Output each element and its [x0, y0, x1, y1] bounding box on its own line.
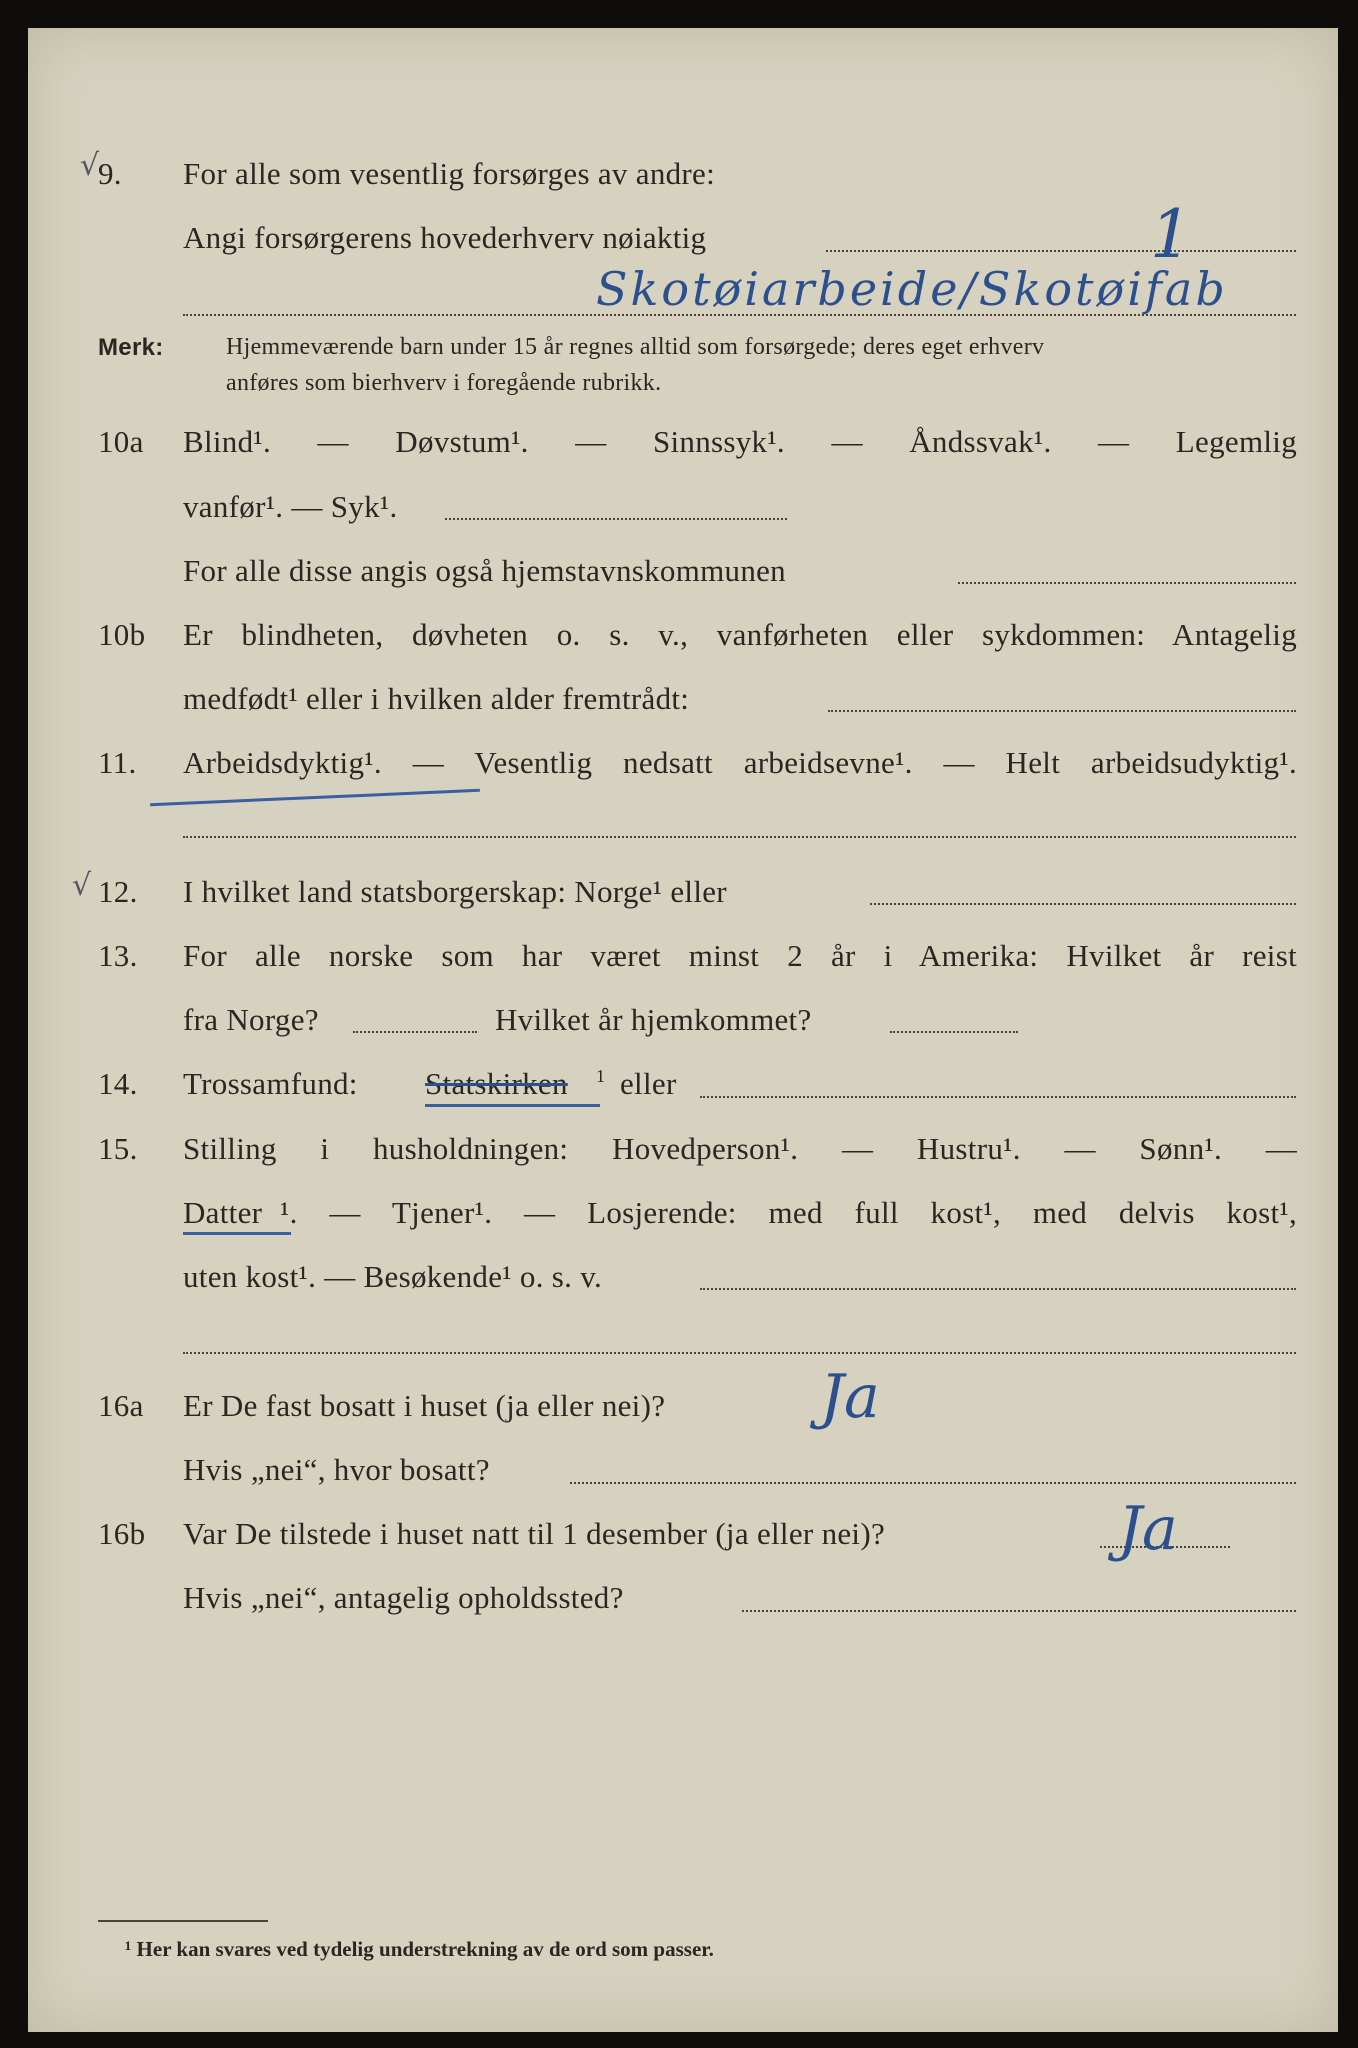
answer-line [445, 518, 787, 520]
question-text: Arbeidsdyktig¹. — Vesentlig nedsatt arbeidsevne¹. — Helt arbeidsudyktig¹. [183, 745, 1297, 780]
question-text: Var De tilstede i huset natt til 1 desember (ja eller nei)? [183, 1516, 886, 1551]
question-number: 10a [98, 424, 144, 459]
question-text: Hvilket år hjemkommet? [495, 1002, 812, 1037]
answer-line [828, 710, 1296, 712]
question-text: Blind¹. — Døvstum¹. — Sinnssyk¹. — Åndssvak¹. — Legemlig [183, 424, 1297, 459]
question-text: Er blindheten, døvheten o. s. v., vanførheten eller sykdommen: Antagelig [183, 617, 1297, 652]
question-text: Hvis „nei“, antagelig opholdssted? [183, 1580, 624, 1615]
footnote-rule [98, 1920, 268, 1922]
question-text: Trossamfund: [183, 1066, 358, 1101]
question-number: 12. [98, 874, 138, 909]
answer-line [183, 314, 1296, 316]
question-text: Stilling i husholdningen: Hovedperson¹. — Hustru¹. — Sønn¹. — [183, 1131, 1297, 1166]
answer-line [742, 1610, 1296, 1612]
question-text: Hvis „nei“, hvor bosatt? [183, 1452, 490, 1487]
question-text: eller [620, 1066, 677, 1101]
question-number: 15. [98, 1131, 138, 1166]
question-text: ¹. — Tjener¹. — Losjerende: med full kost¹, med delvis kost¹, [280, 1195, 1297, 1230]
answer-line [826, 250, 1296, 252]
question-text: I hvilket land statsborgerskap: Norge¹ eller [183, 874, 727, 909]
answer-line [870, 903, 1296, 905]
check-mark-icon: √ [72, 868, 92, 903]
check-mark-icon: √ [80, 148, 100, 183]
handwritten-mark: 1 [1150, 196, 1192, 273]
answer-line [353, 1031, 477, 1033]
question-text: fra Norge? [183, 1002, 319, 1037]
handwritten-underline [183, 1232, 291, 1235]
question-text: For alle disse angis også hjemstavnskommunen [183, 553, 786, 588]
selected-option: Datter [183, 1195, 263, 1230]
answer-line [570, 1482, 1296, 1484]
handwritten-answer: Ja [820, 1362, 880, 1432]
answer-line [700, 1096, 1296, 1098]
question-text: vanfør¹. — Syk¹. [183, 489, 398, 524]
merk-text: Hjemmeværende barn under 15 år regnes alltid som forsørgede; deres eget erhverv [226, 334, 1045, 360]
question-text: Angi forsørgerens hovederhverv nøiaktig [183, 220, 707, 255]
question-number: 13. [98, 938, 138, 973]
question-number: 14. [98, 1066, 138, 1101]
question-number: 9. [98, 156, 122, 191]
answer-line [183, 1352, 1296, 1354]
question-number: 16b [98, 1516, 146, 1551]
footnote: ¹ Her kan svares ved tydelig understrekning av de ord som passer. [125, 1937, 714, 1961]
answer-line [183, 836, 1296, 838]
question-text: For alle norske som har været minst 2 år i Amerika: Hvilket år reist [183, 938, 1297, 973]
struck-option: Statskirken [425, 1066, 568, 1101]
handwritten-answer: Skotøiarbeide/Skotøifab [596, 262, 1228, 316]
merk-text: anføres som bierhverv i foregående rubrikk. [226, 370, 662, 396]
question-number: 16a [98, 1388, 144, 1423]
question-text: medfødt¹ eller i hvilken alder fremtrådt: [183, 681, 690, 716]
answer-line [890, 1031, 1018, 1033]
merk-label: Merk: [98, 334, 164, 361]
handwritten-underline [425, 1104, 600, 1107]
question-number: 10b [98, 617, 146, 652]
question-text: Er De fast bosatt i huset (ja eller nei)? [183, 1388, 666, 1423]
question-text: uten kost¹. — Besøkende¹ o. s. v. [183, 1259, 603, 1294]
handwritten-answer: Ja [1118, 1494, 1178, 1564]
question-text: For alle som vesentlig forsørges av andre: [183, 156, 716, 191]
answer-line [958, 582, 1296, 584]
answer-line [700, 1288, 1296, 1290]
question-number: 11. [98, 745, 137, 780]
footnote-ref: 1 [596, 1066, 606, 1086]
